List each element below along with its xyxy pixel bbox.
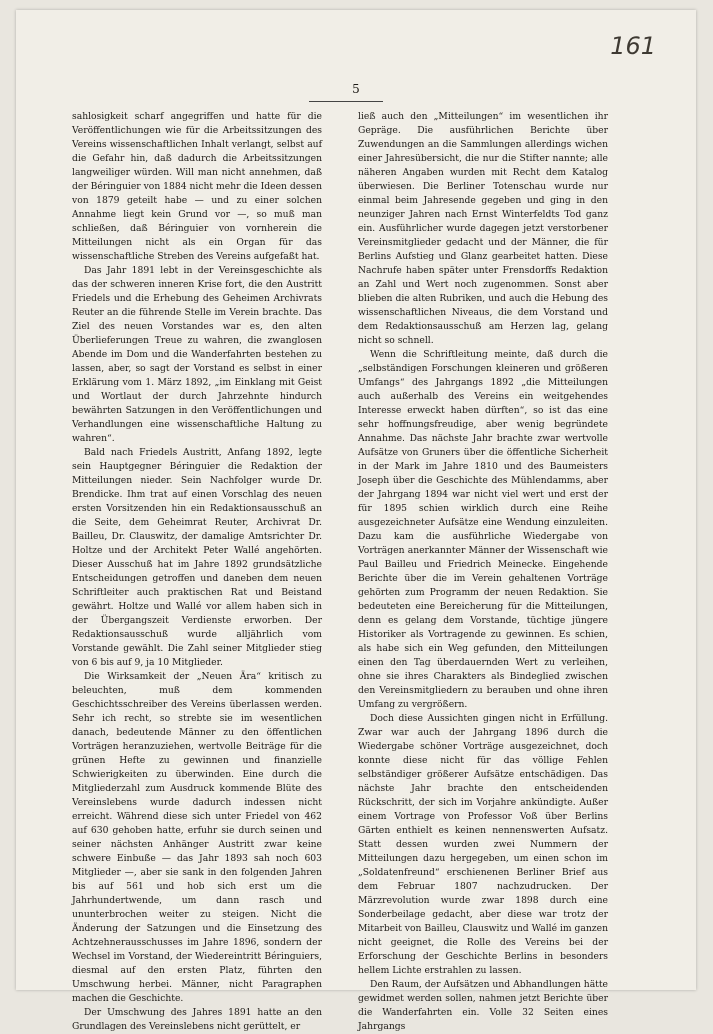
scanned-page	[16, 10, 696, 1032]
folio-number: 161	[610, 32, 656, 60]
page-number: 5	[352, 82, 360, 96]
paragraph: Das Jahr 1891 lebt in der Vereinsgeschichte als das der schweren inneren Krise fort, die den Austritt Friedels und die Erhebung des Geheimen Archivrats Reuter an die führende Stelle im Verein brachte. Das Ziel des neuen Vorstandes war es, den alten Überlieferungen Treue zu wahren, die zwanglosen Abende im Dom und die Wanderfahrten bestehen zu lassen, aber, so sagt der Vorstand es selbst in einer Erklärung vom 1. März 1892, „im Einklang mit Geist und Wortlaut der durch Jahrzehnte hindurch bewährten Satzungen in den Veröffentlichungen und Verhandlungen eine wissenschaftliche Haltung zu wahren“.	[72, 265, 322, 444]
paragraph: Doch diese Aussichten gingen nicht in Erfüllung. Zwar war auch der Jahrgang 1896 durch die Wiedergabe schöner Vorträge ausgezeichnet, doch konnte diese nicht für das völlige Fehlen selbständiger größerer Aufsätze entschädigen. Das nächste Jahr brachte den entscheidenden Rückschritt, der sich im Vorjahre ankündigte. Außer einem Vortrage von Professor Voß über Berlins Gärten enthielt es keinen nennenswerten Aufsatz. Statt dessen wurden zwei Nummern der Mitteilungen dazu hergegeben, um einen schon im „Soldatenfreund“ erschienenen Berliner Brief aus dem Februar 1807 nachzudrucken. Der Märzrevolution wurde zwar 1898 durch eine Sonderbeilage gedacht, aber diese war trotz der Mitarbeit von Bailleu, Clauswitz und Wallé im ganzen nicht geeignet, die Rolle des Vereins bei der Erforschung der Geschichte Berlins in besonders hellem Lichte erstrahlen zu lassen.	[358, 713, 608, 976]
paragraph: Die Wirksamkeit der „Neuen Ära“ kritisch zu beleuchten, muß dem kommenden Geschichtsschreiber des Vereins überlassen werden. Sehr ich recht, so strebte sie im wesentlichen danach, bedeutende Männer zu den öffentlichen Vorträgen heranzuziehen, wertvolle Beiträge für die grünen Hefte zu gewinnen und finanzielle Schwierigkeiten zu überwinden. Eine durch die Mitgliederzahl zum Ausdruck kommende Blüte des Vereinslebens wurde dadurch indessen nicht erreicht. Während diese sich unter Friedel von 462 auf 630 gehoben hatte, erfuhr sie durch seinen und seiner nächsten Anhänger Austritt zwar keine schwere Einbuße — das Jahr 1893 sah noch 603 Mitglieder —, aber sie sank in den folgenden Jahren bis auf 561 und hob sich erst um die Jahrhundertwende, um dann rasch und ununterbrochen weiter zu steigen. Nicht die Änderung der Satzungen und die Einsetzung des Achtzehnerausschusses im Jahre 1896, sondern der Wechsel im Vorstand, der Wiedereintritt Béringuiers, diesmal auf den ersten Platz, führten den Umschwung herbei. Männer, nicht Paragraphen machen die Geschichte.	[72, 671, 322, 1004]
paragraph: Wenn die Schriftleitung meinte, daß durch die „selbständigen Forschungen kleineren und größeren Umfangs“ des Jahrgangs 1892 „die Mitteilungen auch außerhalb des Vereins ein weitgehendes Interesse erweckt haben dürften“, so ist das eine sehr hoffnungsfreudige, aber wenig begründete Annahme. Das nächste Jahr brachte zwar wertvolle Aufsätze von Gruners über die öffentliche Sicherheit in der Mark im Jahre 1810 und des Baumeisters Joseph über die Geschichte des Mühlendamms, aber der Jahrgang 1894 war nicht viel wert und erst der für 1895 schien wirklich durch eine Reihe ausgezeichneter Aufsätze eine Wendung einzuleiten. Dazu kam die ausführliche Wiedergabe von Vorträgen anerkannter Männer der Wissenschaft wie Paul Bailleu und Friedrich Meinecke. Eingehende Berichte über die im Verein gehaltenen Vorträge gehörten zum Programm der neuen Redaktion. Sie bedeuteten eine Bereicherung für die Mitteilungen, denn es gelang dem Vorstande, tüchtige jüngere Historiker als Vortragende zu gewinnen. Es schien, als habe sich ein Weg gefunden, den Mitteilungen einen den Tag überdauernden Wert zu verleihen, ohne sie ihres Charakters als Bindeglied zwischen den Vereinsmitgliedern zu berauben und ohne ihren Umfang zu vergrößern.	[358, 349, 608, 710]
header-rule	[309, 101, 383, 102]
left-column	[72, 110, 322, 1032]
paragraph: sahlosigkeit scharf angegriffen und hatte für die Veröffentlichungen wie für die Arbeitssitzungen des Vereins wissenschaftlichen Inhalt verlangt, selbst auf die Gefahr hin, daß dadurch die Arbeitssitzungen langweiliger würden. Will man nicht annehmen, daß der Béringuier von 1884 nicht mehr die Ideen dessen von 1879 geteilt habe — und zu einer solchen Annahme liegt kein Grund vor —, so muß man schließen, daß Béringuier von vornherein die Mitteilungen nicht als ein Organ für das wissenschaftliche Streben des Vereins aufgefaßt hat.	[72, 111, 322, 262]
paragraph: Der Umschwung des Jahres 1891 hatte an den Grundlagen des Vereinslebens nicht gerüttelt, er	[72, 1007, 322, 1032]
right-column	[358, 110, 608, 1032]
paragraph: Bald nach Friedels Austritt, Anfang 1892, legte sein Hauptgegner Béringuier die Redaktion der Mitteilungen nieder. Sein Nachfolger wurde Dr. Brendicke. Ihm trat auf einen Vorschlag des neuen ersten Vorsitzenden hin ein Redaktionsausschuß an die Seite, dem Geheimrat Reuter, Archivrat Dr. Bailleu, Dr. Clauswitz, der damalige Amtsrichter Dr. Holtze und der Architekt Peter Wallé angehörten. Dieser Ausschuß hat im Jahre 1892 grundsätzliche Entscheidungen getroffen und daneben dem neuen Schriftleiter auch praktischen Rat und Beistand gewährt. Holtze und Wallé vor allem haben sich in der Übergangszeit Verdienste erworben. Der Redaktionsausschuß wurde alljährlich vom Vorstande gewählt. Die Zahl seiner Mitglieder stieg von 6 bis auf 9, ja 10 Mitglieder.	[72, 447, 322, 668]
paragraph: Den Raum, der Aufsätzen und Abhandlungen hätte gewidmet werden sollen, nahmen jetzt Berichte über die Wanderfahrten ein. Volle 32 Seiten eines Jahrgangs	[358, 979, 608, 1032]
paragraph: ließ auch den „Mitteilungen“ im wesentlichen ihr Gepräge. Die ausführlichen Berichte über Zuwendungen an die Sammlungen allerdings wichen einer Jahresübersicht, die nur die Stifter nannte; alle näheren Angaben wurden mit Recht dem Katalog überwiesen. Die Berliner Totenschau wurde nur einmal beim Jahresende gegeben und ging in den neunziger Jahren nach Ernst Winterfeldts Tod ganz ein. Ausführlicher wurde dagegen jetzt verstorbener Vereinsmitglieder gedacht und der Männer, die für Berlins Aufstieg und Glanz gearbeitet hatten. Diese Nachrufe haben später unter Frensdorffs Redaktion an Zahl und Wert noch zugenommen. Sonst aber blieben die alten Rubriken, und auch die Hebung des wissenschaftlichen Niveaus, die dem Vorstand und dem Redaktionsausschuß am Herzen lag, gelang nicht so schnell.	[358, 111, 608, 346]
